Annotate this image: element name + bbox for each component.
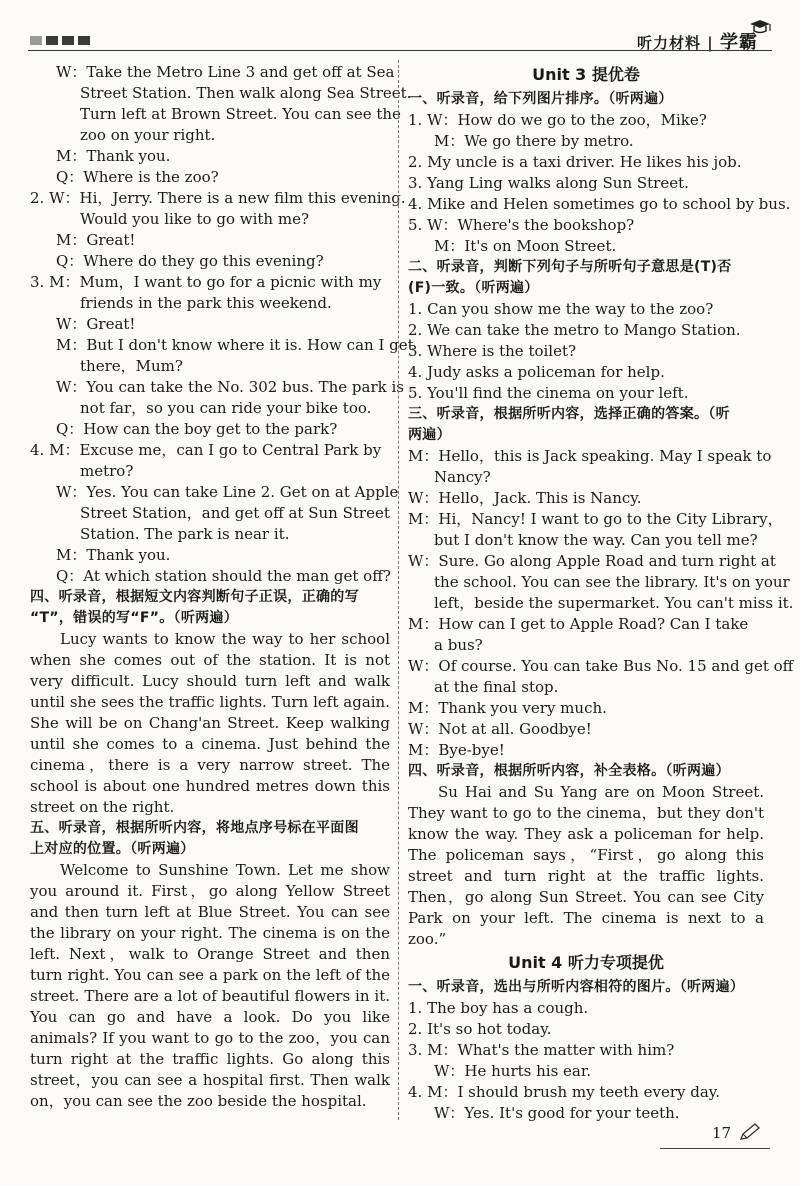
- graduation-cap-icon: [748, 18, 772, 36]
- instruction-line: 三、听录音，根据所听内容，选择正确的答案。（听: [408, 406, 730, 422]
- text-line: M：How can I get to Apple Road? Can I take: [408, 615, 749, 633]
- text-line: Station. The park is near it.: [80, 525, 290, 543]
- text-line: M：But I don't know where it is. How can I get: [56, 336, 414, 354]
- instruction-line: 上对应的位置。（听两遍）: [30, 841, 195, 857]
- text-line: W：Yes. It's good for your teeth.: [434, 1104, 680, 1122]
- text-line: 1. The boy has a cough.: [408, 999, 589, 1017]
- text-line: Street Station，and get off at Sun Street: [80, 504, 390, 522]
- instruction-line: 两遍）: [408, 427, 451, 443]
- footer-rule: [660, 1148, 770, 1149]
- header-label: 听力材料: [637, 34, 702, 52]
- text-line: M：Hello，this is Jack speaking. May I speak to: [408, 447, 772, 465]
- text-line: 5. W：Where's the bookshop?: [408, 216, 635, 234]
- instruction-line: 四、听录音，根据所听内容，补全表格。（听两遍）: [408, 763, 730, 779]
- text-line: W：Sure. Go along Apple Road and turn right at: [408, 552, 776, 570]
- page-header: [0, 0, 800, 52]
- instruction-line: 一、听录音，选出与所听内容相符的图片。（听两遍）: [408, 979, 745, 995]
- text-line: M：We go there by metro.: [434, 132, 634, 150]
- pencil-icon: [738, 1122, 762, 1142]
- text-line: metro?: [80, 462, 134, 480]
- text-line: M：Thank you.: [56, 147, 171, 165]
- passage-paragraph: Welcome to Sunshine Town. Let me show you around it. First，go along Yellow Street and then turn left at Blue Street. You can see the library on your right. The cinema is on the left. Next，walk to Orange Street and then turn right. You can see a park on the left of the street. There are a lot of beautiful flowers in it. You can go and have a look. Do you like animals? If you want to go to the zoo，you can turn right at the traffic lights. Go along this street，you can see a hospital first. Then walk on，you can see the zoo beside the hospital.: [30, 861, 390, 1110]
- text-line: left，beside the supermarket. You can't miss it.: [434, 594, 794, 612]
- text-line: 2. W：Hi，Jerry. There is a new film this evening.: [30, 189, 406, 207]
- text-line: 3. M：What's the matter with him?: [408, 1041, 675, 1059]
- text-line: W：Of course. You can take Bus No. 15 and get off: [408, 657, 794, 675]
- text-line: W：Hello，Jack. This is Nancy.: [408, 489, 642, 507]
- text-line: Q：Where do they go this evening?: [56, 252, 324, 270]
- text-line: 2. My uncle is a taxi driver. He likes his job.: [408, 153, 742, 171]
- text-line: 4. Mike and Helen sometimes go to school by bus.: [408, 195, 791, 213]
- instruction-line: 二、听录音，判断下列句子与所听句子意思是(T)否: [408, 259, 732, 275]
- text-line: W：You can take the No. 302 bus. The park is: [56, 378, 404, 396]
- passage-paragraph: Lucy wants to know the way to her school when she comes out of the station. It is not very difficult. Lucy should turn left and walk until she sees the traffic lights. Turn left again. She will be on Chang'an Street. Keep walking until she comes to a cinema. Just behind the cinema，there is a very narrow street. The school is about one hundred metres down this street on the right.: [30, 630, 390, 816]
- instruction-line: “T”，错误的写“F”。（听两遍）: [30, 610, 239, 626]
- header-brand: 学霸: [720, 32, 758, 53]
- text-line: friends in the park this weekend.: [80, 294, 332, 312]
- instruction-line: (F)一致。（听两遍）: [408, 280, 539, 296]
- text-line: Q：How can the boy get to the park?: [56, 420, 338, 438]
- text-line: at the final stop.: [434, 678, 559, 696]
- passage-paragraph: Su Hai and Su Yang are on Moon Street. They want to go to the cinema，but they don't know the way. They ask a policeman for help. The policeman says，“First，go along this street and turn right at the traffic lights. Then，go along Sun Street. You can see City Park on your left. The cinema is next to a zoo.”: [408, 783, 764, 948]
- text-line: 3. M：Mum，I want to go for a picnic with my: [30, 273, 382, 291]
- header-separator: |: [707, 34, 714, 52]
- text-line: M：Thank you.: [56, 546, 171, 564]
- text-line: W：Take the Metro Line 3 and get off at Sea: [56, 63, 395, 81]
- left-column: [30, 62, 414, 1112]
- text-line: zoo on your right.: [80, 126, 216, 144]
- text-line: M：Bye-bye!: [408, 741, 505, 759]
- text-line: 3. Where is the toilet?: [408, 342, 577, 360]
- text-line: 4. M：Excuse me，can I go to Central Park by: [30, 441, 382, 459]
- text-line: M：It's on Moon Street.: [434, 237, 617, 255]
- text-line: Turn left at Brown Street. You can see the: [80, 105, 401, 123]
- text-line: not far，so you can ride your bike too.: [80, 399, 372, 417]
- instruction-line: 五、听录音，根据所听内容，将地点序号标在平面图: [30, 820, 359, 836]
- text-line: 4. Judy asks a policeman for help.: [408, 363, 665, 381]
- section-title: Unit 3 提优卷: [532, 65, 640, 84]
- text-line: 1. Can you show me the way to the zoo?: [408, 300, 714, 318]
- instruction-line: 一、听录音，给下列图片排序。（听两遍）: [408, 91, 673, 107]
- text-line: M：Thank you very much.: [408, 699, 607, 717]
- column-divider: [398, 60, 399, 1120]
- text-line: Q：At which station should the man get off?: [56, 567, 391, 585]
- text-line: 4. M：I should brush my teeth every day.: [408, 1083, 721, 1101]
- header-decoration: [30, 36, 90, 45]
- text-line: 5. You'll find the cinema on your left.: [408, 384, 689, 402]
- text-line: 1. W：How do we go to the zoo，Mike?: [408, 111, 707, 129]
- text-line: Nancy?: [434, 468, 491, 486]
- header-rule: [28, 50, 772, 51]
- text-line: W：Great!: [56, 315, 136, 333]
- text-line: W：He hurts his ear.: [434, 1062, 592, 1080]
- text-line: 2. We can take the metro to Mango Station.: [408, 321, 741, 339]
- text-line: Q：Where is the zoo?: [56, 168, 219, 186]
- section-title: Unit 4 听力专项提优: [508, 953, 664, 972]
- text-line: W：Yes. You can take Line 2. Get on at Apple: [56, 483, 399, 501]
- text-line: M：Great!: [56, 231, 136, 249]
- text-line: 3. Yang Ling walks along Sun Street.: [408, 174, 689, 192]
- text-line: Street Station. Then walk along Sea Street.: [80, 84, 412, 102]
- text-line: but I don't know the way. Can you tell me?: [434, 531, 758, 549]
- text-line: Would you like to go with me?: [80, 210, 309, 228]
- text-line: 2. It's so hot today.: [408, 1020, 552, 1038]
- text-line: there，Mum?: [80, 357, 183, 375]
- text-line: a bus?: [434, 636, 483, 654]
- text-line: W：Not at all. Goodbye!: [408, 720, 592, 738]
- text-line: M：Hi，Nancy! I want to go to the City Library，: [408, 510, 783, 528]
- page-number: 17: [712, 1124, 732, 1142]
- instruction-line: 四、听录音，根据短文内容判断句子正误，正确的写: [30, 589, 359, 605]
- text-line: the school. You can see the library. It's on your: [434, 573, 790, 591]
- right-column: [408, 62, 794, 1124]
